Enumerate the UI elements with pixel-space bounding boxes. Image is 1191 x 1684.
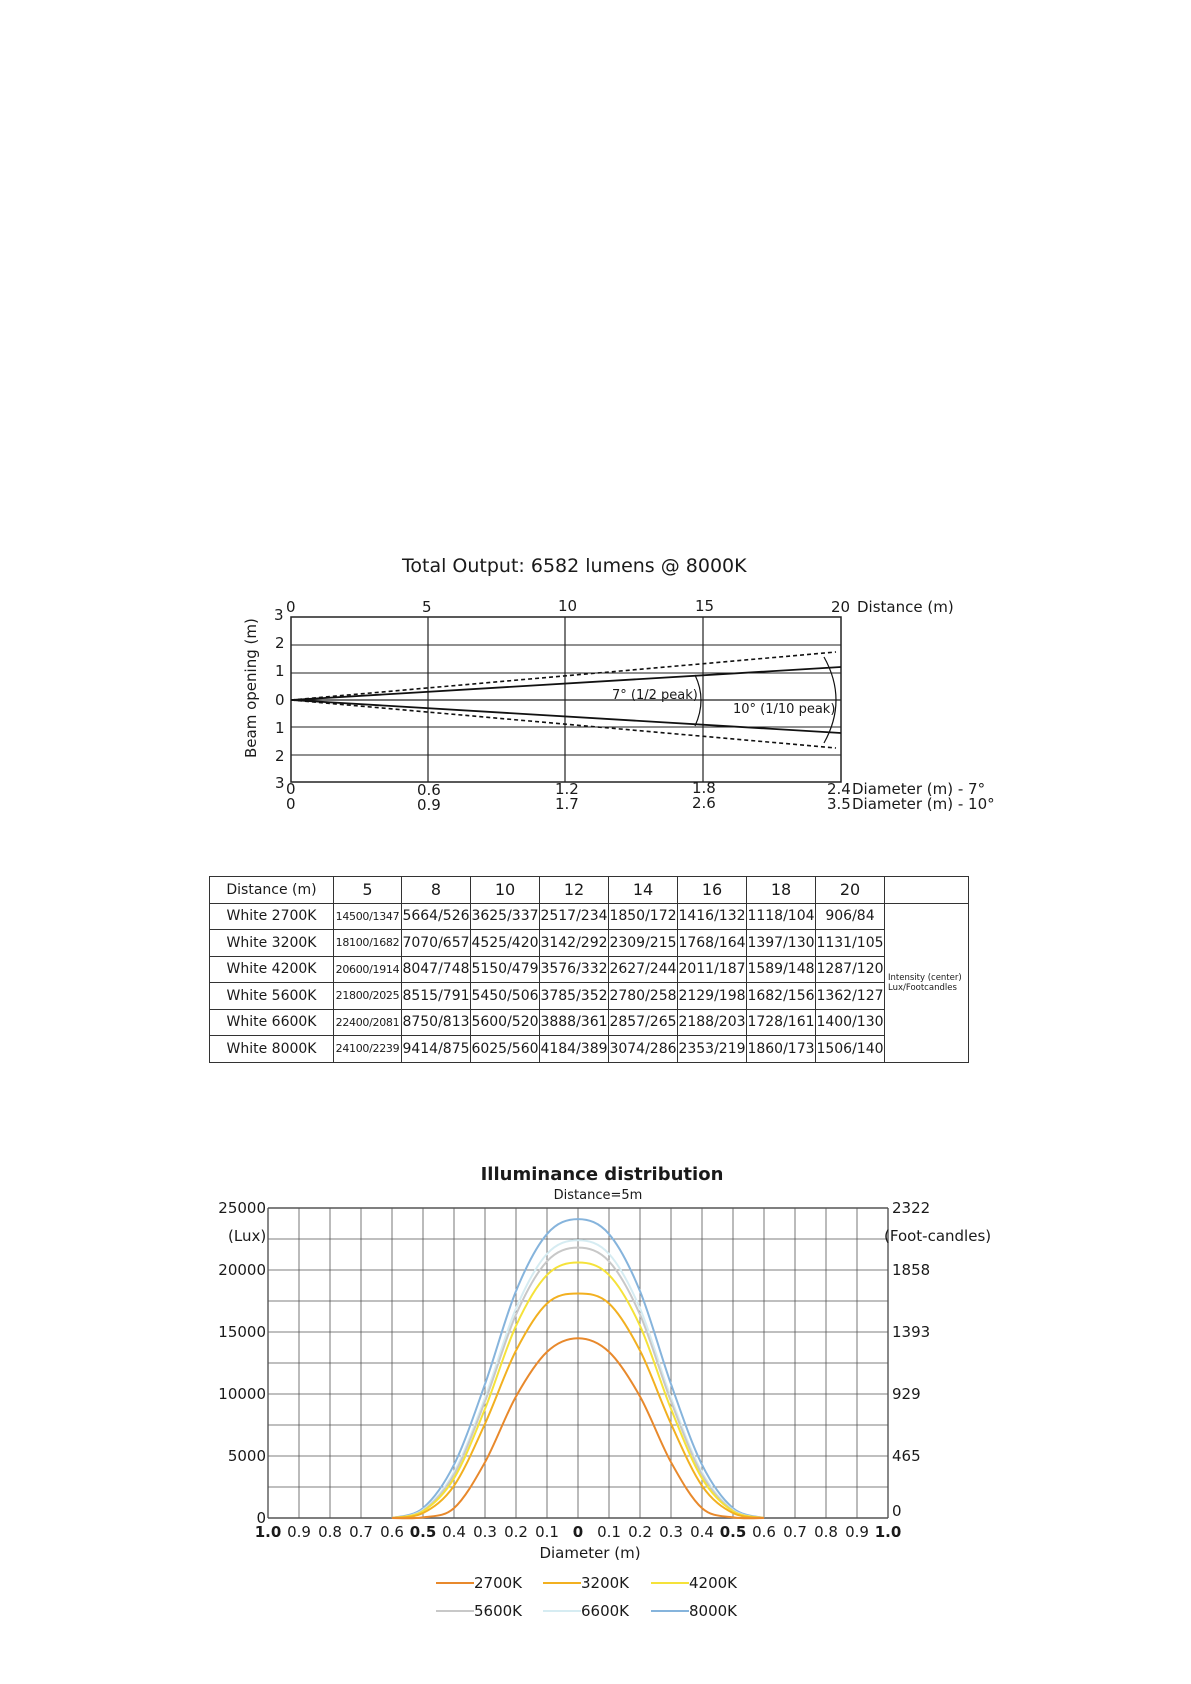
table-cell: 4184/389 xyxy=(540,1036,609,1063)
illum-y-right-label: (Foot-candles) xyxy=(884,1227,992,1245)
legend-label: 8000K xyxy=(689,1602,738,1620)
beam-plot-grid xyxy=(291,617,841,782)
illum-x-tick: 0.2 xyxy=(504,1523,528,1541)
legend-label: 3200K xyxy=(581,1574,630,1592)
table-header-cell: 5 xyxy=(334,877,402,904)
illum-x-tick: 0.7 xyxy=(349,1523,373,1541)
beam-y-tick-labels xyxy=(274,606,285,792)
distance-tick: 15 xyxy=(695,597,715,615)
legend-label: 5600K xyxy=(474,1602,523,1620)
beam-opening-chart xyxy=(0,540,1191,840)
table-cell: 8750/813 xyxy=(402,1009,471,1036)
table-cell: 1728/161 xyxy=(747,1009,816,1036)
table-header-row xyxy=(210,877,969,904)
legend-label: 2700K xyxy=(474,1574,523,1592)
illum-y-left-tick: 15000 xyxy=(218,1323,266,1341)
table-note xyxy=(885,903,969,1062)
table-cell: 14500/1347 xyxy=(334,903,402,930)
table-cell: 3785/352 xyxy=(540,983,609,1010)
table-cell: 22400/2081 xyxy=(334,1009,402,1036)
distance-tick: 10 xyxy=(558,597,578,615)
illum-x-tick: 0.1 xyxy=(597,1523,621,1541)
table-row-label: White 3200K xyxy=(210,930,334,957)
table-cell: 5150/479 xyxy=(471,956,540,983)
table-cell: 1400/130 xyxy=(816,1009,885,1036)
table-cell: 5664/526 xyxy=(402,903,471,930)
table-cell: 7070/657 xyxy=(402,930,471,957)
table-row xyxy=(210,903,969,930)
table-header-cell: 14 xyxy=(609,877,678,904)
table-cell: 1362/127 xyxy=(816,983,885,1010)
table-cell: 3142/292 xyxy=(540,930,609,957)
illum-x-tick: 1.0 xyxy=(874,1523,902,1541)
table-row-label: White 8000K xyxy=(210,1036,334,1063)
y-tick: 1 xyxy=(275,662,285,680)
table-cell: 1768/164 xyxy=(678,930,747,957)
y-tick: 3 xyxy=(275,774,285,792)
illum-x-tick: 0.4 xyxy=(442,1523,466,1541)
table-cell: 2627/244 xyxy=(609,956,678,983)
table-cell: 3625/337 xyxy=(471,903,540,930)
illum-y-right-tick: 465 xyxy=(892,1447,921,1465)
illum-x-tick: 0.4 xyxy=(690,1523,714,1541)
table-cell: 18100/1682 xyxy=(334,930,402,957)
table-cell: 2517/234 xyxy=(540,903,609,930)
illum-x-tick: 0.7 xyxy=(783,1523,807,1541)
diameter-7-tick: 1.2 xyxy=(555,780,579,798)
table-row-label: White 5600K xyxy=(210,983,334,1010)
table-cell: 21800/2025 xyxy=(334,983,402,1010)
illum-y-left-tick: 5000 xyxy=(227,1447,266,1465)
illum-y-right-tick: 2322 xyxy=(892,1199,931,1217)
table-row-label: White 2700K xyxy=(210,903,334,930)
table-cell: 1131/105 xyxy=(816,930,885,957)
table-cell: 5450/506 xyxy=(471,983,540,1010)
table-header-cell: 12 xyxy=(540,877,609,904)
table-header-cell: 18 xyxy=(747,877,816,904)
table-cell: 2857/265 xyxy=(609,1009,678,1036)
table-cell: 1506/140 xyxy=(816,1036,885,1063)
diameter-10-tick: 1.7 xyxy=(555,795,579,813)
photometric-table-container xyxy=(209,876,969,1063)
table-cell: 1860/173 xyxy=(747,1036,816,1063)
table-row xyxy=(210,930,969,957)
diameter-10-label: Diameter (m) - 10° xyxy=(852,795,995,813)
illum-y-left-label: (Lux) xyxy=(228,1227,267,1245)
distance-tick: 5 xyxy=(422,598,432,616)
table-cell: 2353/219 xyxy=(678,1036,747,1063)
table-row xyxy=(210,983,969,1010)
illum-x-tick: 0.6 xyxy=(380,1523,404,1541)
table-header-cell: 16 xyxy=(678,877,747,904)
illum-y-right-tick: 0 xyxy=(892,1502,902,1520)
table-cell: 2011/187 xyxy=(678,956,747,983)
illum-legend xyxy=(436,1574,738,1620)
distance-tick: 0 xyxy=(286,598,296,616)
distance-axis-label: Distance (m) xyxy=(857,598,954,616)
illum-title: Illuminance distribution xyxy=(480,1164,724,1185)
table-cell: 2188/203 xyxy=(678,1009,747,1036)
table-header-distance: Distance (m) xyxy=(210,877,334,904)
illum-y-right-tick: 1393 xyxy=(892,1323,931,1341)
illum-x-tick: 0.5 xyxy=(409,1523,437,1541)
table-cell: 8515/791 xyxy=(402,983,471,1010)
illuminance-chart xyxy=(0,1160,1191,1640)
distance-tick-labels xyxy=(286,597,850,616)
illum-x-tick: 0.2 xyxy=(628,1523,652,1541)
photometric-table-body xyxy=(210,877,969,1063)
illum-y-left-tick: 10000 xyxy=(218,1385,266,1403)
illum-x-tick: 0.8 xyxy=(814,1523,838,1541)
table-header-cell: 20 xyxy=(816,877,885,904)
illum-x-tick: 0.3 xyxy=(659,1523,683,1541)
table-cell: 2780/258 xyxy=(609,983,678,1010)
table-cell: 8047/748 xyxy=(402,956,471,983)
table-cell: 24100/2239 xyxy=(334,1036,402,1063)
illum-x-tick: 0.6 xyxy=(752,1523,776,1541)
illum-x-tick: 0.9 xyxy=(287,1523,311,1541)
illum-x-tick: 0.1 xyxy=(535,1523,559,1541)
table-cell: 1287/120 xyxy=(816,956,885,983)
y-tick: 2 xyxy=(275,747,285,765)
table-cell: 1397/130 xyxy=(747,930,816,957)
table-row xyxy=(210,956,969,983)
table-cell: 20600/1914 xyxy=(334,956,402,983)
table-cell: 2309/215 xyxy=(609,930,678,957)
table-cell: 3576/332 xyxy=(540,956,609,983)
diameter-7-label: Diameter (m) - 7° xyxy=(852,780,986,798)
table-cell: 5600/520 xyxy=(471,1009,540,1036)
illum-x-tick: 0.5 xyxy=(719,1523,747,1541)
table-cell: 1118/104 xyxy=(747,903,816,930)
diameter-7-tick: 1.8 xyxy=(692,779,716,797)
illum-x-tick: 0.8 xyxy=(318,1523,342,1541)
diameter-7-tick: 2.4 xyxy=(827,780,851,798)
illum-x-tick: 0.9 xyxy=(845,1523,869,1541)
table-row xyxy=(210,1036,969,1063)
diameter-10-tick: 2.6 xyxy=(692,794,716,812)
diameter-10-tick: 3.5 xyxy=(827,795,851,813)
illum-x-tick: 0 xyxy=(572,1523,584,1541)
illum-y-left-tick: 25000 xyxy=(218,1199,266,1217)
table-row-label: White 6600K xyxy=(210,1009,334,1036)
table-cell: 3888/361 xyxy=(540,1009,609,1036)
table-cell: 3074/286 xyxy=(609,1036,678,1063)
table-cell: 1682/156 xyxy=(747,983,816,1010)
table-row-label: White 4200K xyxy=(210,956,334,983)
table-row xyxy=(210,1009,969,1036)
table-note-line: Lux/Footcandles xyxy=(888,982,957,993)
beam-7deg-upper xyxy=(291,667,841,700)
illum-x-tick: 1.0 xyxy=(254,1523,282,1541)
table-cell: 1416/132 xyxy=(678,903,747,930)
table-cell: 6025/560 xyxy=(471,1036,540,1063)
diameter-7-tick: 0 xyxy=(286,780,296,798)
table-cell: 1850/172 xyxy=(609,903,678,930)
illum-y-right-tick: 929 xyxy=(892,1385,921,1403)
table-header-blank xyxy=(885,877,969,904)
beam-opening-axis-label: Beam opening (m) xyxy=(242,618,260,758)
table-cell: 2129/198 xyxy=(678,983,747,1010)
legend-label: 4200K xyxy=(689,1574,738,1592)
illum-subtitle: Distance=5m xyxy=(553,1188,643,1203)
y-tick: 1 xyxy=(275,719,285,737)
diameter-7-tick: 0.6 xyxy=(417,781,441,799)
illum-x-axis-label: Diameter (m) xyxy=(539,1544,641,1562)
illum-grid xyxy=(268,1208,888,1518)
y-tick: 2 xyxy=(275,634,285,652)
legend-label: 6600K xyxy=(581,1602,630,1620)
angle-10-label: 10° (1/10 peak) xyxy=(733,702,836,717)
table-note-line: Intensity (center) xyxy=(888,972,962,983)
illum-y-left-tick: 0 xyxy=(256,1509,266,1527)
beam-10deg-upper xyxy=(291,652,836,700)
illum-x-tick: 0.3 xyxy=(473,1523,497,1541)
table-cell: 9414/875 xyxy=(402,1036,471,1063)
illum-y-right-tick: 1858 xyxy=(892,1261,931,1279)
table-header-cell: 8 xyxy=(402,877,471,904)
illum-y-left-tick: 20000 xyxy=(218,1261,266,1279)
beam-chart-title: Total Output: 6582 lumens @ 8000K xyxy=(402,555,747,577)
distance-tick: 20 xyxy=(831,598,851,616)
table-header-cell: 10 xyxy=(471,877,540,904)
diameter-10-tick-labels xyxy=(286,794,851,814)
table-cell: 1589/148 xyxy=(747,956,816,983)
y-tick: 0 xyxy=(275,691,285,709)
diameter-10-tick: 0 xyxy=(286,795,296,813)
y-tick: 3 xyxy=(274,606,284,624)
table-cell: 4525/420 xyxy=(471,930,540,957)
photometric-table xyxy=(209,876,969,1063)
angle-7-label: 7° (1/2 peak) xyxy=(612,688,698,703)
table-cell: 906/84 xyxy=(816,903,885,930)
diameter-10-tick: 0.9 xyxy=(417,796,441,814)
illum-axis-labels xyxy=(218,1199,930,1541)
